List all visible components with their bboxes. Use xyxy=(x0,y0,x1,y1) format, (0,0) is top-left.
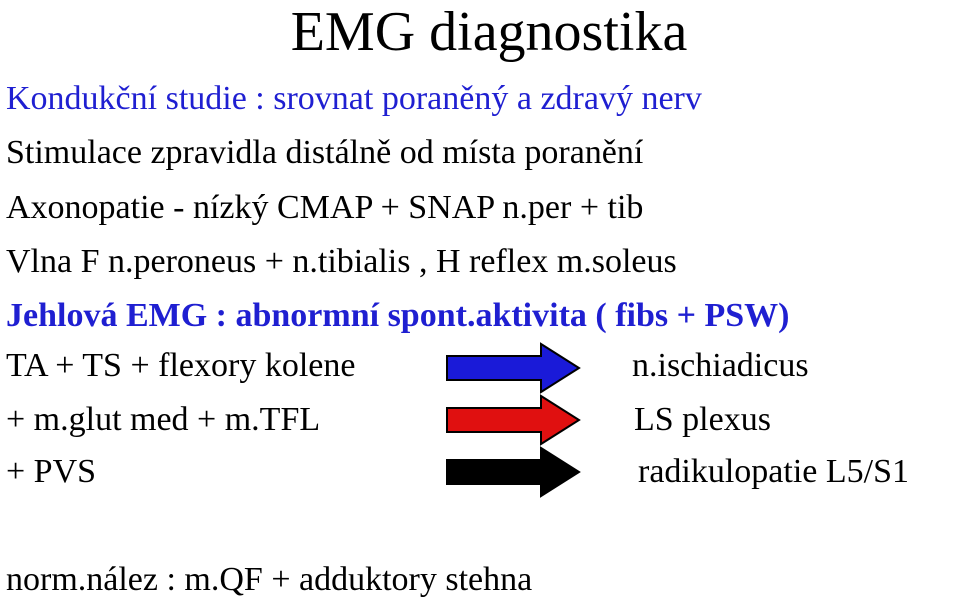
text-line-needle-emg: Jehlová EMG : abnormní spont.aktivita ( fibs + PSW) xyxy=(6,297,790,334)
footer-text: norm.nález : m.QF + adduktory stehna xyxy=(6,561,533,598)
arrow-right-icon xyxy=(445,342,581,394)
row-right-text-2: LS plexus xyxy=(634,401,771,438)
row-right-text-3: radikulopatie L5/S1 xyxy=(638,453,910,490)
slide-title: EMG diagnostika xyxy=(290,1,688,63)
row-left-text-3: + PVS xyxy=(6,453,97,490)
arrow-right-icon xyxy=(445,446,581,498)
text-line-axonopathy: Axonopatie - nízký CMAP + SNAP n.per + tib xyxy=(6,189,644,226)
row-left-text-1: TA + TS + flexory kolene xyxy=(6,347,356,384)
text-line-stimulation: Stimulace zpravidla distálně od místa poranění xyxy=(6,134,644,171)
arrow-right-icon xyxy=(445,394,581,446)
text-line-f-wave: Vlna F n.peroneus + n.tibialis , H reflex m.soleus xyxy=(6,243,677,280)
text-line-conduction-study: Kondukční studie : srovnat poraněný a zdravý nerv xyxy=(6,80,702,117)
row-left-text-2: + m.glut med + m.TFL xyxy=(6,401,321,438)
row-right-text-1: n.ischiadicus xyxy=(632,347,809,384)
